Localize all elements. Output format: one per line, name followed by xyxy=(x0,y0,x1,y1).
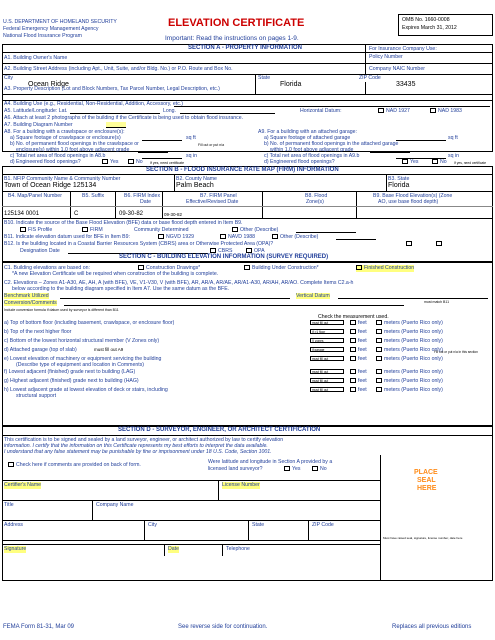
c2-label-2: below according to the building diagram specified in Item A7. Use the same datum as the BFE. xyxy=(12,286,230,292)
elevation-input[interactable] xyxy=(310,378,344,383)
a8c-unit: sq in xyxy=(186,153,197,159)
b11-other-input[interactable] xyxy=(336,234,376,240)
meters-checkbox[interactable] xyxy=(376,347,382,352)
b5-label: B5. Suffix xyxy=(82,193,105,199)
divider xyxy=(2,174,493,175)
licensed-q-1: Were latitude and longitude in Section A provided by a xyxy=(208,459,333,465)
meters-option[interactable]: meters (Puerto Rico only) xyxy=(376,356,443,363)
divider xyxy=(2,500,380,501)
under-construction-checkbox[interactable] xyxy=(244,265,250,270)
policy-number-label: Policy Number xyxy=(369,54,403,60)
divider xyxy=(308,520,309,540)
meters-option[interactable]: meters (Puerto Rico only) xyxy=(376,387,443,394)
b4-value[interactable]: 125134 0001 xyxy=(4,211,40,217)
b12-no-checkbox[interactable] xyxy=(436,241,442,246)
fill-or-na-note: Fill out or put n/a xyxy=(198,143,225,147)
meters-option[interactable]: meters (Puerto Rico only) xyxy=(376,338,443,345)
cert-text-1: This certification is to be signed and sealed by a land surveyor, engineer, or architect authorized by law to certify elevation xyxy=(4,437,284,443)
elevation-input[interactable] xyxy=(310,356,344,361)
company-naic-label: Company NAIC Number xyxy=(369,66,425,72)
title-label: Title xyxy=(4,502,14,508)
b10-label: B10. Indicate the source of the Base Flood Elevation (BFE) data or base flood depth entered in Item B9. xyxy=(4,220,243,226)
divider xyxy=(2,94,493,95)
elevation-input-note: must fill out xyxy=(312,321,329,325)
certifier-label: Certifier's Name xyxy=(4,482,42,488)
b8-label-1: B8. Flood xyxy=(305,193,328,199)
state-label: State xyxy=(258,75,271,81)
c1-note: *A new Elevation Certificate will be required when construction of the building is complete. xyxy=(12,271,219,277)
a9a-input[interactable] xyxy=(396,135,446,141)
conversion-note: Include conversion formula if datum used by surveyor is different than B11 xyxy=(4,308,119,312)
navd-checkbox[interactable] xyxy=(220,234,226,239)
a4-label: A4. Building Use (e.g., Residential, Non-Residential, Addition, Accessory, etc.) xyxy=(4,101,183,107)
divider xyxy=(255,74,256,94)
d-state-label: State xyxy=(252,522,265,528)
a7-label: A7. Building Diagram Number xyxy=(4,122,73,128)
benchmark-label: Benchmark Utilized xyxy=(4,293,49,299)
a8d-yes[interactable]: Yes xyxy=(102,159,118,166)
d-zip-label: ZIP Code xyxy=(312,522,334,528)
a9d-note: If yes, need certificate xyxy=(454,161,487,165)
must-match-note: must match B11 xyxy=(424,300,450,304)
horizontal-datum-label: Horizontal Datum: xyxy=(300,108,342,114)
b6-label-2: Date xyxy=(140,199,151,205)
b11-other-checkbox[interactable] xyxy=(272,234,278,239)
elevation-row-extra: must fill out A9 xyxy=(94,347,124,352)
signature-label: Signature xyxy=(4,546,27,552)
feet-option[interactable]: feet xyxy=(350,347,367,354)
seal-note: Must have raised seal, signature, license number, date here xyxy=(383,536,463,540)
a9c-unit: sq in xyxy=(448,153,459,159)
c1-finished[interactable]: Finished Construction xyxy=(356,265,414,272)
b4-label: B4. Map/Panel Number xyxy=(8,193,62,199)
feet-checkbox[interactable] xyxy=(350,320,356,325)
a8-label: A8. For a building with a crawlspace or enclosure(s): xyxy=(4,129,125,135)
elevation-row-label: d) Attached garage (top of slab) xyxy=(4,347,77,353)
licensed-yes[interactable]: Yes xyxy=(284,466,300,473)
feet-checkbox[interactable] xyxy=(350,378,356,383)
divider xyxy=(2,544,380,545)
a9b-label-2: within 1.0 foot above adjacent grade xyxy=(270,147,354,153)
feet-checkbox[interactable] xyxy=(350,356,356,361)
b10-other-input[interactable] xyxy=(296,227,356,233)
divider xyxy=(115,191,116,218)
agency-line-2: Federal Emergency Management Agency xyxy=(3,26,99,32)
elevation-row-label: f) Lowest adjacent (finished) grade next to building (LAG) xyxy=(4,369,136,375)
licensed-yes-checkbox[interactable] xyxy=(284,466,290,471)
elevation-input-note: V zones xyxy=(312,339,324,343)
construction-checkbox[interactable] xyxy=(138,265,144,270)
side-note: Fill out or put n/a in this section xyxy=(434,350,478,354)
feet-checkbox[interactable] xyxy=(350,387,356,392)
a5-label: A5. Latitude/Longitude: Lat. xyxy=(4,108,68,114)
a8a-input[interactable] xyxy=(142,135,182,141)
divider xyxy=(365,44,366,94)
b9-label-2: AO, use base flood depth) xyxy=(378,199,439,205)
meters-checkbox[interactable] xyxy=(376,356,382,361)
meters-checkbox[interactable] xyxy=(376,378,382,383)
elevation-row-label: e) Lowest elevation of machinery or equipment servicing the building xyxy=(4,356,162,362)
a4-input[interactable] xyxy=(174,101,490,107)
feet-checkbox[interactable] xyxy=(350,338,356,343)
form-number: FEMA Form 81-31, Mar 09 xyxy=(3,624,75,630)
feet-checkbox[interactable] xyxy=(350,329,356,334)
divider xyxy=(164,544,165,556)
opa-checkbox[interactable] xyxy=(246,248,252,253)
check-unit-label: Check the measurement used. xyxy=(318,314,389,320)
feet-checkbox[interactable] xyxy=(350,347,356,352)
licensed-no[interactable]: No xyxy=(312,466,327,473)
divider xyxy=(70,191,71,218)
elevation-input[interactable] xyxy=(310,387,344,392)
a9d-no[interactable]: No xyxy=(432,159,447,166)
d-city-label: City xyxy=(148,522,157,528)
nad1927-checkbox[interactable] xyxy=(378,108,384,113)
other-checkbox[interactable] xyxy=(232,227,238,232)
feet-option[interactable]: feet xyxy=(350,378,367,385)
a9b-label-1: b) No. of permanent flood openings in the attached garage xyxy=(264,141,399,147)
b11-navd[interactable]: NAVD 1988 xyxy=(220,234,255,241)
elevation-input-note: must fill out xyxy=(312,370,329,374)
a9a-label: a) Square footage of attached garage xyxy=(264,135,351,141)
feet-checkbox[interactable] xyxy=(350,369,356,374)
elevation-row-label-2: structural support xyxy=(16,393,57,399)
divider xyxy=(380,455,381,581)
meters-checkbox[interactable] xyxy=(376,329,382,334)
state-value[interactable]: Florida xyxy=(280,81,302,88)
divider xyxy=(174,174,175,191)
a8a-unit: sq ft xyxy=(186,135,196,141)
a8c-label: c) Total net area of flood openings in A8.b xyxy=(10,153,106,159)
cert-text-3: I understand that any false statement may be punishable by fine or imprisonment under 18 U.S. Code, Section 1001. xyxy=(4,449,272,455)
date-label: Date xyxy=(168,546,179,552)
elevation-row-label: b) Top of the next higher floor xyxy=(4,329,72,335)
meters-option[interactable]: meters (Puerto Rico only) xyxy=(376,320,443,327)
company-label: Company Name xyxy=(96,502,134,508)
elevation-row-label: a) Top of bottom floor (including basement, crawlspace, or enclosure floor) xyxy=(4,320,175,326)
meters-checkbox[interactable] xyxy=(376,369,382,374)
a9d-yes-checkbox[interactable] xyxy=(402,159,408,164)
b12-no[interactable] xyxy=(436,241,444,248)
feet-option[interactable]: feet xyxy=(350,387,367,394)
vertical-datum-label: Vertical Datum xyxy=(296,293,330,299)
c2-label-1: C2. Elevations – Zones A1-A30, AE, AH, A (with BFE), VE, V1-V30, V (with BFE), AR, AR/A, AR/AE, AR/A1-A30, AR/AH, AR/AO. Complete Items C2.a-h xyxy=(4,280,354,286)
elevation-input[interactable] xyxy=(310,338,344,343)
elevation-input-note: if >1 floor xyxy=(312,330,326,334)
b1-label: B1. NFIP Community Name & Community Number xyxy=(4,176,121,182)
latitude-input[interactable] xyxy=(70,108,160,114)
omb-number: OMB No. 1660-0008 xyxy=(402,17,450,23)
a9d-label: d) Engineered flood openings? xyxy=(264,159,335,165)
elevation-input[interactable] xyxy=(310,369,344,374)
divider xyxy=(162,191,163,218)
important-note: Important: Read the instructions on pages 1-9. xyxy=(165,35,299,42)
feet-option[interactable]: feet xyxy=(350,338,367,345)
divider xyxy=(2,63,493,64)
nad1927-option[interactable]: NAD 1927 xyxy=(378,108,410,115)
a9a-unit: sq ft xyxy=(448,135,458,141)
b12-label: B12. Is the building located in a Coastal Barrier Resources System (CBRS) area or Otherwise Protected Area (OPA)? xyxy=(4,241,274,247)
c1-construction[interactable]: Construction Drawings* xyxy=(138,265,200,272)
nad1983-checkbox[interactable] xyxy=(430,108,436,113)
zip-label: ZIP Code xyxy=(359,75,381,81)
meters-checkbox[interactable] xyxy=(376,320,382,325)
omb-expires: Expires March 31, 2012 xyxy=(402,25,457,31)
a6-label: A6. Attach at least 2 photographs of the building if the Certificate is being used to obtain flood insurance. xyxy=(4,115,244,121)
b3-value[interactable]: Florida xyxy=(388,182,410,189)
divider xyxy=(2,480,380,481)
opa-option[interactable]: OPA xyxy=(246,248,265,255)
divider xyxy=(2,435,493,436)
section-b-title: SECTION B - FLOOD INSURANCE RATE MAP (FIRM) INFORMATION xyxy=(146,167,339,173)
city-label: City xyxy=(4,75,13,81)
divider xyxy=(2,191,493,192)
divider xyxy=(2,540,380,541)
a8b-label-2: enclosure(s) within 1.0 foot above adjacent grade xyxy=(16,147,130,153)
divider xyxy=(222,544,223,556)
divider xyxy=(386,174,387,191)
vertical-datum-input[interactable] xyxy=(338,293,488,299)
divider xyxy=(144,520,145,540)
licensed-q-2: licensed land surveyor? xyxy=(208,466,263,472)
elevation-input[interactable] xyxy=(310,320,344,325)
comments-checkbox[interactable] xyxy=(8,462,14,467)
b7-label-1: B7. FIRM Panel xyxy=(200,193,237,199)
a8b-label-1: b) No. of permanent flood openings in the crawlspace or xyxy=(10,141,139,147)
a8d-note: If yes, need certificate xyxy=(150,161,185,165)
meters-option[interactable]: meters (Puerto Rico only) xyxy=(376,347,443,354)
b9-label-1: B9. Base Flood Elevation(s) (Zone xyxy=(373,193,453,199)
zip-value[interactable]: 33435 xyxy=(396,81,416,88)
a2-label: A2. Building Street Address (including Apt., Unit, Suite, and/or Bldg. No.) or P.O. Route and Box No. xyxy=(4,66,233,72)
feet-option[interactable]: feet xyxy=(350,369,367,376)
form-title: ELEVATION CERTIFICATE xyxy=(168,17,305,29)
firm-checkbox[interactable] xyxy=(82,227,88,232)
c1-label: C1. Building elevations are based on: xyxy=(4,265,90,271)
elevation-row-label-2: (Describe type of equipment and location in Comments) xyxy=(16,362,145,368)
city-value[interactable]: Ocean Ridge xyxy=(28,81,69,88)
agency-line-1: U.S. DEPARTMENT OF HOMELAND SECURITY xyxy=(3,19,117,25)
divider xyxy=(248,520,249,540)
longitude-input[interactable] xyxy=(180,108,275,114)
address-label: Address xyxy=(4,522,24,528)
section-a-title: SECTION A - PROPERTY INFORMATION xyxy=(188,45,303,51)
a9-label: A9. For a building with an attached garage: xyxy=(258,129,357,135)
a8d-yes-checkbox[interactable] xyxy=(102,159,108,164)
b3-label: B3. State xyxy=(388,176,410,182)
license-label: License Number xyxy=(222,482,260,488)
section-c-title: SECTION C - BUILDING ELEVATION INFORMATION (SURVEY REQUIRED) xyxy=(116,254,331,260)
meters-checkbox[interactable] xyxy=(376,387,382,392)
licensed-no-checkbox[interactable] xyxy=(312,466,318,471)
a8a-label: a) Square footage of crawlspace or enclosure(s) xyxy=(10,135,121,141)
b8-label-2: Zone(s) xyxy=(306,199,324,205)
cbrs-option[interactable]: CBRS xyxy=(210,248,232,255)
feet-option[interactable]: feet xyxy=(350,320,367,327)
b12-yes-checkbox[interactable] xyxy=(406,241,412,246)
elevation-input-note: must fill out xyxy=(312,357,329,361)
seal-line-3: HERE xyxy=(417,485,437,492)
finished-checkbox[interactable] xyxy=(356,265,362,270)
elevation-row-label: g) Highest adjacent (finished) grade next to building (HAG) xyxy=(4,378,139,384)
b11-other[interactable]: Other (Describe) xyxy=(272,234,318,241)
nad1983-option[interactable]: NAD 1983 xyxy=(430,108,462,115)
fis-checkbox[interactable] xyxy=(20,227,26,232)
elevation-row-label: c) Bottom of the lowest horizontal structural member (V Zones only) xyxy=(4,338,160,344)
divider xyxy=(262,191,263,218)
b1-value[interactable]: Town of Ocean Ridge 125134 xyxy=(4,182,97,189)
b10-firm[interactable]: FIRM xyxy=(82,227,103,234)
replaces-note: Replaces all previous editions xyxy=(392,624,472,630)
b10-community[interactable]: Community Determined xyxy=(134,227,189,233)
b7-label-2: Effective/Revised Date xyxy=(186,199,239,205)
elevation-input-note: must fill out xyxy=(312,388,329,392)
comments-check[interactable]: Check here if comments are provided on back of form. xyxy=(8,462,141,469)
a8d-no-checkbox[interactable] xyxy=(128,159,134,164)
a8d-no[interactable]: No xyxy=(128,159,143,166)
telephone-label: Telephone xyxy=(226,546,250,552)
a9d-yes[interactable]: Yes xyxy=(402,159,418,166)
section-d-title: SECTION D - SURVEYOR, ENGINEER, OR ARCHITECT CERTIFICATION xyxy=(118,427,321,433)
divider xyxy=(2,74,493,75)
elevation-input-note: if garage xyxy=(312,348,325,352)
insurance-use-label: For Insurance Company Use: xyxy=(369,46,437,52)
agency-line-3: National Flood Insurance Program xyxy=(3,33,83,39)
meters-option[interactable]: meters (Puerto Rico only) xyxy=(376,369,443,376)
b6-value[interactable]: 09-30-82 xyxy=(119,211,144,217)
a9d-no-checkbox[interactable] xyxy=(432,159,438,164)
meters-option[interactable]: meters (Puerto Rico only) xyxy=(376,329,443,336)
b2-label: B2. County Name xyxy=(176,176,217,182)
divider xyxy=(2,520,380,521)
a8c-input[interactable] xyxy=(142,153,182,159)
conversion-label: Conversion/Comments xyxy=(4,300,57,306)
long-label: Long. xyxy=(163,108,176,114)
b12-yes[interactable] xyxy=(406,241,414,248)
continuation-note: See reverse side for continuation. xyxy=(178,624,268,630)
divider xyxy=(218,480,219,500)
b7-value[interactable]: 09-30-82 xyxy=(164,212,183,217)
seal-line-2: SEAL xyxy=(417,477,436,484)
seal-line-1: PLACE xyxy=(414,469,438,476)
b6-label-1: B6. FIRM Index xyxy=(124,193,161,199)
benchmark-input[interactable] xyxy=(60,293,290,299)
a3-label: A3. Property Description (Lot and Block Numbers, Tax Parcel Number, Legal Description, etc.) xyxy=(4,86,220,92)
b11-ngvd[interactable]: NGVD 1929 xyxy=(158,234,194,241)
b10-fis[interactable]: FIS Profile xyxy=(20,227,52,234)
elevation-row-label: h) Lowest adjacent grade at lowest elevation of deck or stairs, including xyxy=(4,387,168,393)
cbrs-checkbox[interactable] xyxy=(210,248,216,253)
designation-label: Designation Date xyxy=(20,248,60,254)
divider xyxy=(2,218,493,219)
meters-checkbox[interactable] xyxy=(376,338,382,343)
divider xyxy=(356,191,357,218)
a1-label: A1. Building Owner's Name xyxy=(4,55,68,61)
feet-option[interactable]: feet xyxy=(350,329,367,336)
conversion-input[interactable] xyxy=(64,300,404,306)
ngvd-checkbox[interactable] xyxy=(158,234,164,239)
b2-value[interactable]: Palm Beach xyxy=(176,182,214,189)
divider xyxy=(92,500,93,520)
b5-value[interactable]: C xyxy=(74,211,79,217)
elevation-input-note: must fill out xyxy=(312,379,329,383)
b11-label: B11. Indicate elevation datum used for BFE in Item B9: xyxy=(4,234,130,240)
a8d-label: d) Engineered flood openings? xyxy=(10,159,81,165)
a9c-label: c) Total net area of flood openings in A9.b xyxy=(264,153,360,159)
diagram-number-input[interactable] xyxy=(106,122,126,128)
elevation-input[interactable] xyxy=(310,347,344,352)
b10-other[interactable]: Other (Describe) xyxy=(232,227,278,234)
feet-option[interactable]: feet xyxy=(350,356,367,363)
cert-text-2: information. I certify that the information on this Certificate represents my best efforts to interpret the data available. xyxy=(4,443,268,449)
elevation-input[interactable] xyxy=(310,329,344,334)
c1-under[interactable]: Building Under Construction* xyxy=(244,265,319,272)
meters-option[interactable]: meters (Puerto Rico only) xyxy=(376,378,443,385)
